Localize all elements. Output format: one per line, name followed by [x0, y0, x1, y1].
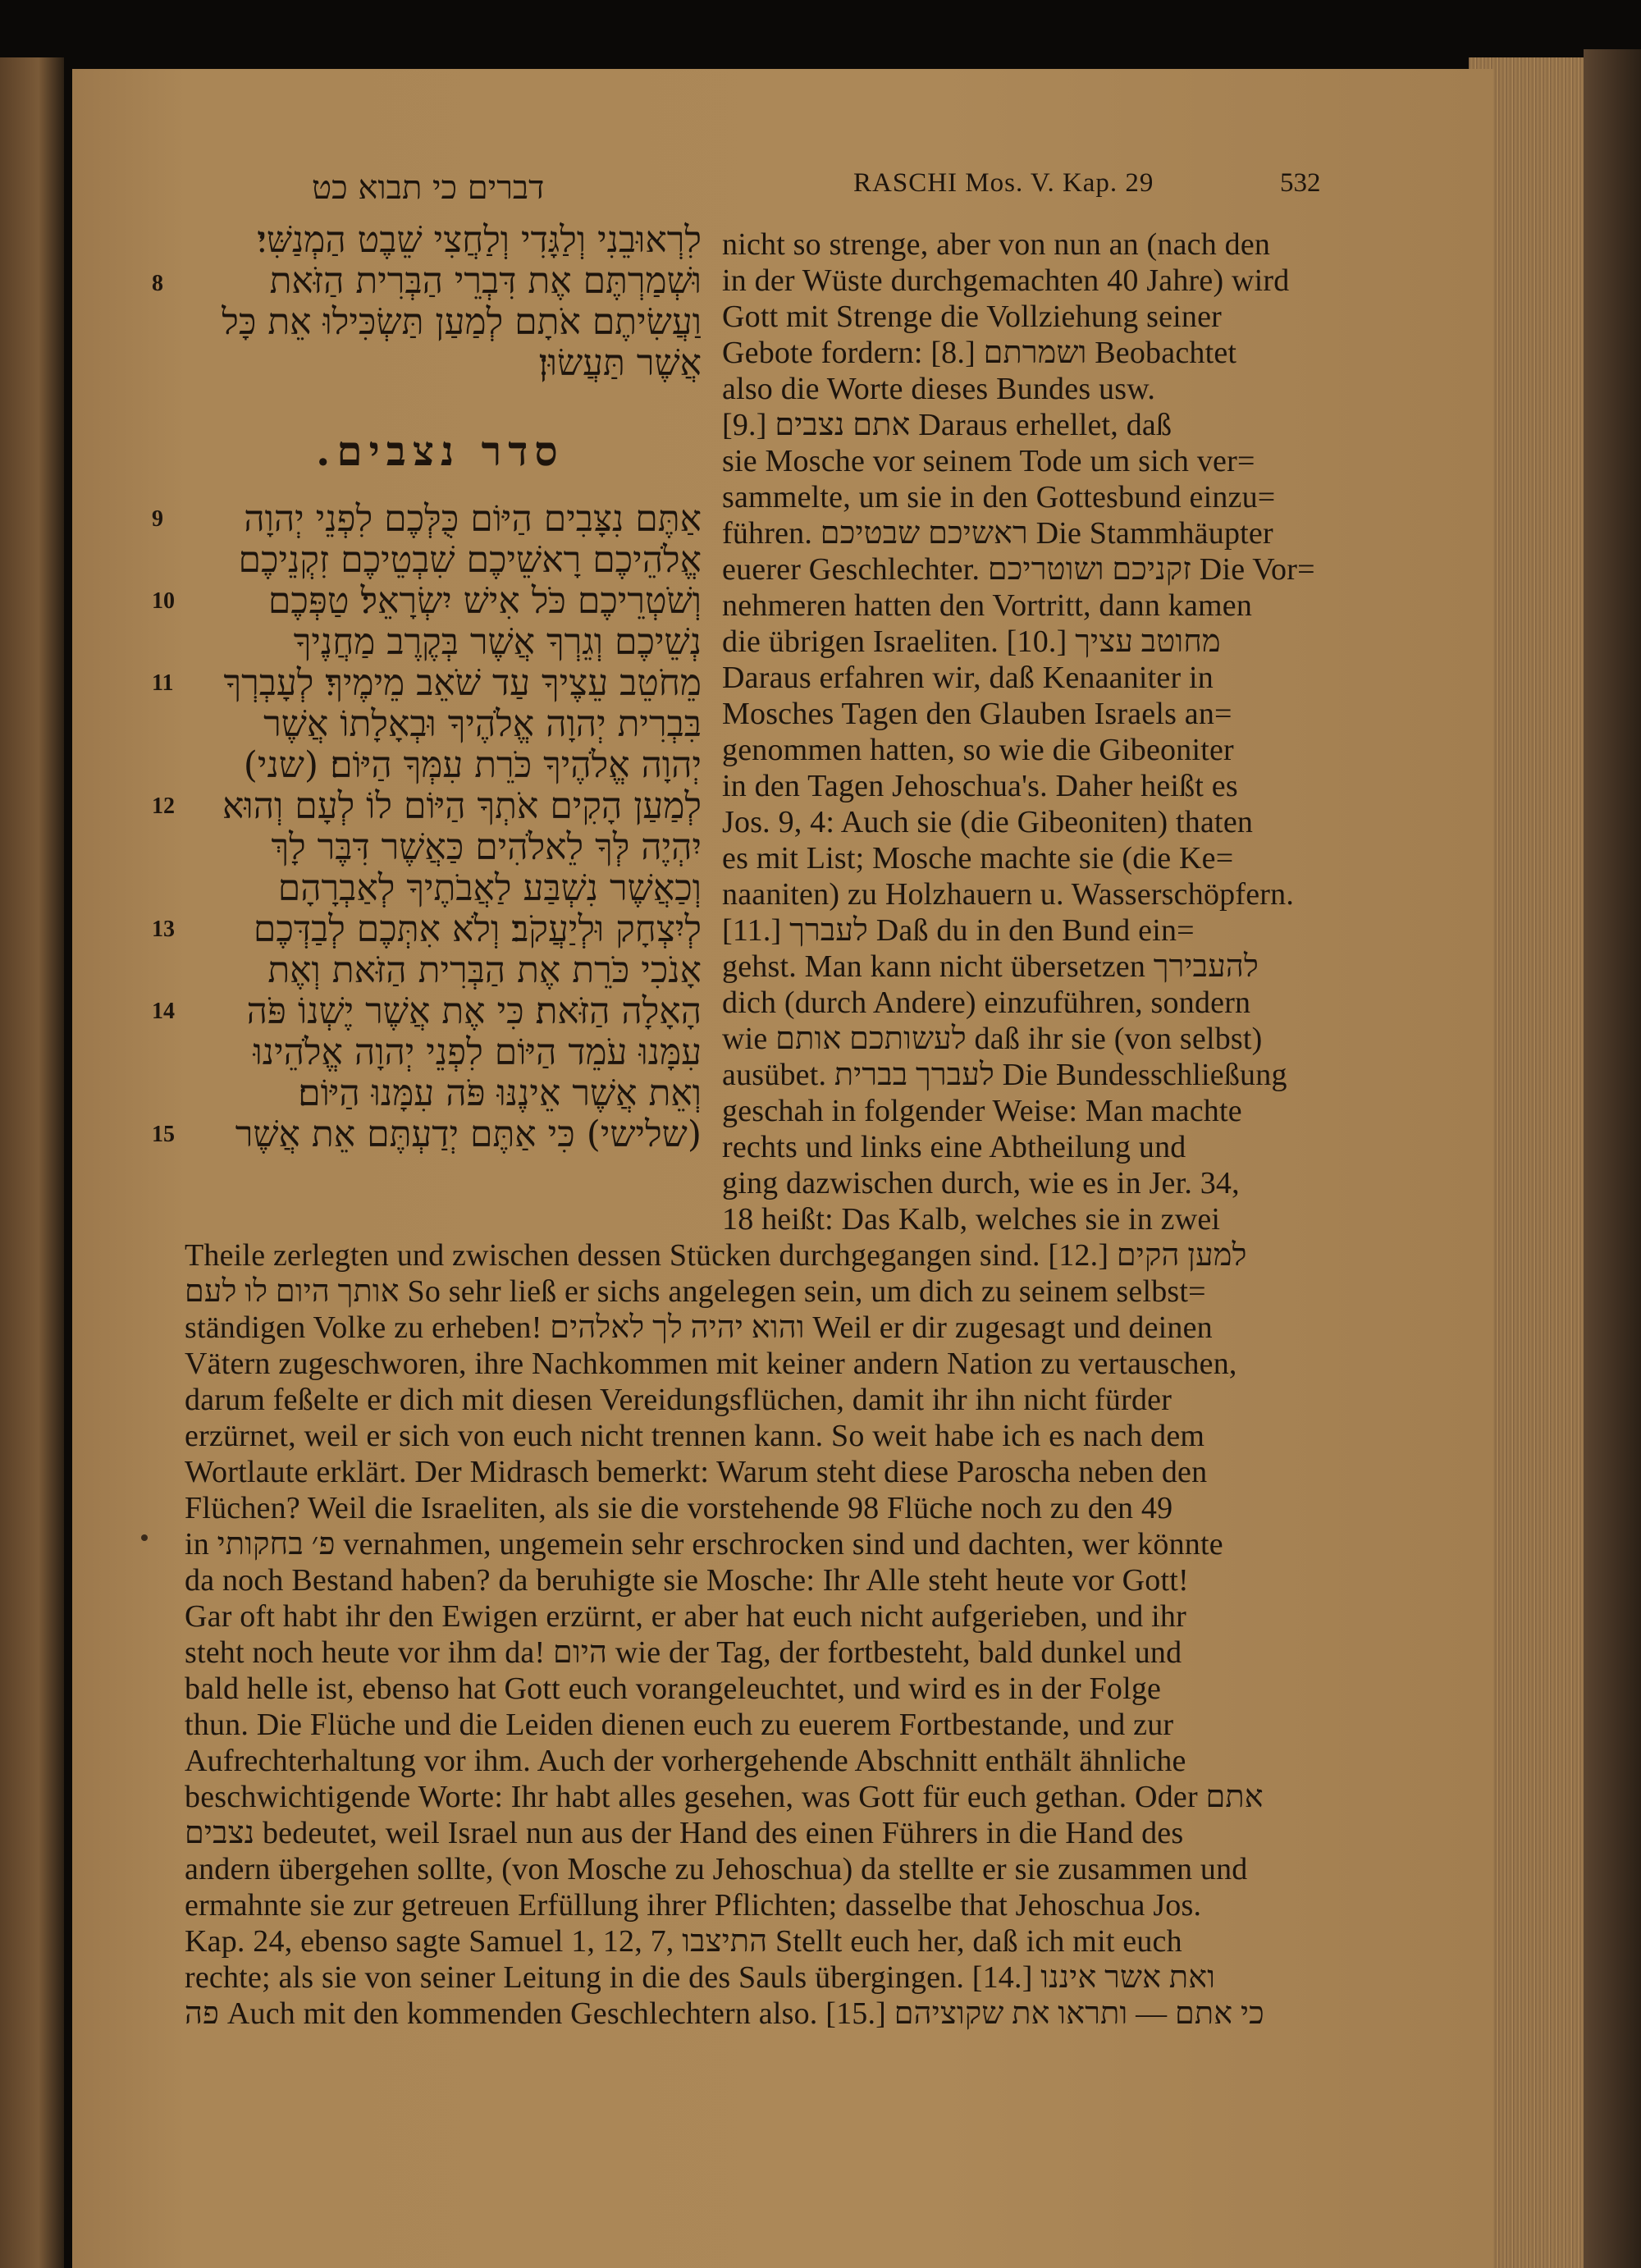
commentary-line: Gebote fordern: [8.] ושמרתם Beobachtet [722, 336, 1237, 370]
commentary-line: Theile zerlegten und zwischen dessen Stücken durchgegangen sind. [12.] למען הקים [185, 1238, 1247, 1273]
hebrew-line: בִּבְרִית יְהוָה אֱלֹהֶיךָ וּבְאָלָתוֹ אֲשֶׁר [263, 703, 702, 745]
commentary-line: Mosches Tagen den Glauben Israels an= [722, 697, 1232, 731]
commentary-line: [9.] אתם נצבים Daraus erhellet, daß [722, 408, 1172, 442]
commentary-line: in den Tagen Jehoschua's. Daher heißt es [722, 769, 1238, 803]
commentary-line: sammelte, um sie in den Gottesbund einzu= [722, 480, 1276, 514]
hebrew-text-column [152, 0, 702, 1214]
commentary-line: in der Wüste durchgemachten 40 Jahre) wird [722, 263, 1290, 298]
commentary-line: beschwichtigende Worte: Ihr habt alles gesehen, was Gott für euch gethan. Oder אתם [185, 1780, 1264, 1814]
commentary-line: נצבים bedeutet, weil Israel nun aus der Hand des einen Führers in die Hand des [185, 1816, 1184, 1850]
commentary-line: gehst. Man kann nicht übersetzen להעבירך [722, 949, 1259, 984]
hebrew-line: נְשֵׁיכֶם וְגֵרְךָ אֲשֶׁר בְּקֶרֶב מַחֲנֶיךָ [293, 621, 702, 663]
hebrew-line: וַעֲשִׂיתֶם אֹתָם לְמַעַן תַּשְׂכִּילוּ אֵת כָּל [222, 301, 702, 343]
commentary-line: da noch Bestand haben? da beruhigte sie Mosche: Ihr Alle steht heute vor Gott! [185, 1563, 1189, 1598]
verse-number: 12 [152, 793, 175, 819]
commentary-line: ging dazwischen durch, wie es in Jer. 34, [722, 1166, 1240, 1200]
commentary-line: Gott mit Strenge die Vollziehung seiner [722, 300, 1223, 334]
commentary-line: Jos. 9, 4: Auch sie (die Gibeoniten) thaten [722, 805, 1254, 839]
commentary-line: אותך היום לו לעם So sehr ließ er sichs angelegen sein, um dich zu seinem selbst= [185, 1274, 1206, 1309]
commentary-line: wie לעשותכם אותם daß ihr sie (von selbst) [722, 1022, 1263, 1056]
hebrew-line: הָאָלָה הַזֹּאת׃ כִּי אֶת אֲשֶׁר יֶשְׁנוֹ פֹּה [246, 990, 702, 1032]
commentary-line: die übrigen Israeliten. [10.] מחוטב עציך [722, 624, 1221, 659]
hebrew-line: מֵחֹטֵב עֵצֶיךָ עַד שֹׁאֵב מֵימֶיךָ׃ לְעָבְרְךָ [223, 662, 702, 704]
commentary-line: nicht so strenge, aber von nun an (nach den [722, 227, 1271, 262]
commentary-line: Daraus erfahren wir, daß Kenaaniter in [722, 661, 1214, 695]
commentary-line: Vätern zugeschworen, ihre Nachkommen mit keiner andern Nation zu vertauschen, [185, 1347, 1237, 1381]
hebrew-line: לִרְאוּבֵנִי וְלַגָּדִי וְלַחֲצִי שֵׁבֶט הַמְנַשִּׁי׃ [257, 219, 702, 261]
verse-number: 8 [152, 271, 163, 296]
hebrew-line: (שלישי) כִּי אַתֶּם יְדַעְתֶּם אֵת אֲשֶׁר [235, 1113, 702, 1155]
commentary-line: Gar oft habt ihr den Ewigen erzürnt, er aber hat euch nicht aufgerieben, und ihr [185, 1599, 1186, 1634]
commentary-line: bald helle ist, ebenso hat Gott euch vorangeleuchtet, und wird es in der Folge [185, 1671, 1162, 1706]
hebrew-line: וּשְׁמַרְתֶּם אֶת דִּבְרֵי הַבְּרִית הַזֹּאת [269, 260, 702, 302]
commentary-line: steht noch heute vor ihm da! היום wie der Tag, der fortbesteht, bald dunkel und [185, 1635, 1182, 1670]
commentary-line: geschah in folgender Weise: Man machte [722, 1094, 1242, 1128]
hebrew-line: אַתֶּם נִצָּבִים הַיּוֹם כֻּלְּכֶם לִפְנֵי יְהוָה [244, 498, 702, 540]
verse-number: 13 [152, 917, 175, 942]
page-number: 532 [1280, 168, 1321, 198]
hebrew-line: אָנֹכִי כֹּרֵת אֶת הַבְּרִית הַזֹּאת וְאֶת [267, 949, 702, 991]
commentary-line: naaniten) zu Holzhauern u. Wasserschöpfern. [722, 877, 1295, 912]
book-cover-edge [1584, 49, 1641, 2268]
commentary-line: [11.] לעברך Daß du in den Bund ein= [722, 913, 1195, 948]
verse-number: 15 [152, 1122, 175, 1147]
hebrew-line: וְאֵת אֲשֶׁר אֵינֶנּוּ פֹּה עִמָּנוּ הַיּוֹם׃ [298, 1072, 702, 1114]
hebrew-line: אֱלֹהֵיכֶם רָאשֵׁיכֶם שִׁבְטֵיכֶם זִקְנֵיכֶם [238, 539, 702, 581]
verse-number: 14 [152, 999, 175, 1024]
running-head-hebrew: דברים כי תבוא כט [312, 169, 545, 207]
hebrew-line: עִמָּנוּ עֹמֵד הַיּוֹם לִפְנֵי יְהוָה אֱלֹהֵינוּ [253, 1031, 702, 1073]
verse-number: 11 [152, 670, 174, 696]
commentary-line: führen. ראשיכם שבטיכם Die Stammhäupter [722, 516, 1273, 551]
commentary-line: rechte; als sie von seiner Leitung in die des Sauls übergingen. [14.] ואת אשר איננו [185, 1960, 1216, 1995]
commentary-line: es mit List; Mosche machte sie (die Ke= [722, 841, 1234, 876]
commentary-line: sie Mosche vor seinem Tode um sich ver= [722, 444, 1255, 478]
verse-number: 9 [152, 506, 163, 532]
commentary-line: andern übergehen sollte, (von Mosche zu Jehoschua) da stellte er sie zusammen und [185, 1852, 1248, 1886]
commentary-line: rechts und links eine Abtheilung und [722, 1130, 1186, 1164]
commentary-line: Kap. 24, ebenso sagte Samuel 1, 12, 7, התיצבו Stellt euch her, daß ich mit euch [185, 1924, 1182, 1959]
commentary-line: Flüchen? Weil die Israeliten, als sie die vorstehende 98 Flüche noch zu den 49 [185, 1491, 1173, 1525]
commentary-line: פה Auch mit den kommenden Geschlechtern also. [15.] כי אתם — ותראו את שקוציהם [185, 1996, 1264, 2031]
running-head-title: RASCHI Mos. V. Kap. 29 [853, 168, 1154, 198]
commentary-line: also die Worte dieses Bundes usw. [722, 372, 1156, 406]
commentary-line: erzürnet, weil er sich von euch nicht trennen kann. So weit habe ich es nach dem [185, 1419, 1205, 1453]
commentary-line: Wortlaute erklärt. Der Midrasch bemerkt: Warum steht diese Paroscha neben den [185, 1455, 1208, 1489]
verse-number: 10 [152, 588, 175, 614]
hebrew-line: יִהְיֶה לְּךָ לֵאלֹהִים כַּאֲשֶׁר דִּבֶּר לָךְ [271, 826, 702, 868]
hebrew-line: וְכַאֲשֶׁר נִשְׁבַּע לַאֲבֹתֶיךָ לְאַבְרָהָם [277, 867, 702, 909]
hebrew-line: אֲשֶׁר תַּעֲשׂוּן׃ [538, 342, 702, 384]
commentary-line: dich (durch Andere) einzuführen, sondern [722, 985, 1251, 1020]
hebrew-line: לְיִצְחָק וּלְיַעֲקֹב׃ וְלֹא אִתְּכֶם לְבַדְּכֶם [253, 908, 702, 950]
commentary-line: Aufrechterhaltung vor ihm. Auch der vorhergehende Abschnitt enthält ähnliche [185, 1744, 1186, 1778]
commentary-line: ständigen Volke zu erheben! והוא יהיה לך לאלהים Weil er dir zugesagt und deinen [185, 1310, 1213, 1345]
commentary-line: nehmeren hatten den Vortritt, dann kamen [722, 588, 1253, 623]
commentary-line: darum feßelte er dich mit diesen Vereidungsflüchen, damit ihr ihn nicht fürder [185, 1383, 1172, 1417]
previous-page-edge [0, 57, 64, 2268]
commentary-line: thun. Die Flüche und die Leiden dienen euch zu euerem Fortbestande, und zur [185, 1708, 1174, 1742]
commentary-line: ausübet. לעברך בברית Die Bundesschließung [722, 1058, 1287, 1092]
margin-mark [141, 1534, 148, 1541]
parasha-heading: סדר נצבים. [316, 427, 565, 475]
commentary-line: ermahnte sie zur getreuen Erfüllung ihrer Pflichten; dasselbe that Jehoschua Jos. [185, 1888, 1202, 1923]
commentary-line: euerer Geschlechter. זקניכם ושוטריכם Die Vor= [722, 552, 1315, 587]
commentary-line: genommen hatten, so wie die Gibeoniter [722, 733, 1234, 767]
commentary-line: 18 heißt: Das Kalb, welches sie in zwei [722, 1202, 1221, 1237]
hebrew-line: וְשֹׁטְרֵיכֶם כֹּל אִישׁ יִשְׂרָאֵל׃ טַפְּכֶם [267, 580, 702, 622]
hebrew-line: יְהוָה אֱלֹהֶיךָ כֹּרֵת עִמְּךָ הַיּוֹם׃ (שני) [243, 744, 702, 786]
hebrew-line: לְמַעַן הָקִים אֹתְךָ הַיּוֹם לוֹ לְעָם וְהוּא [222, 785, 702, 827]
commentary-line: in פ׳ בחקותי vernahmen, ungemein sehr erschrocken sind und dachten, wer könnte [185, 1527, 1223, 1562]
